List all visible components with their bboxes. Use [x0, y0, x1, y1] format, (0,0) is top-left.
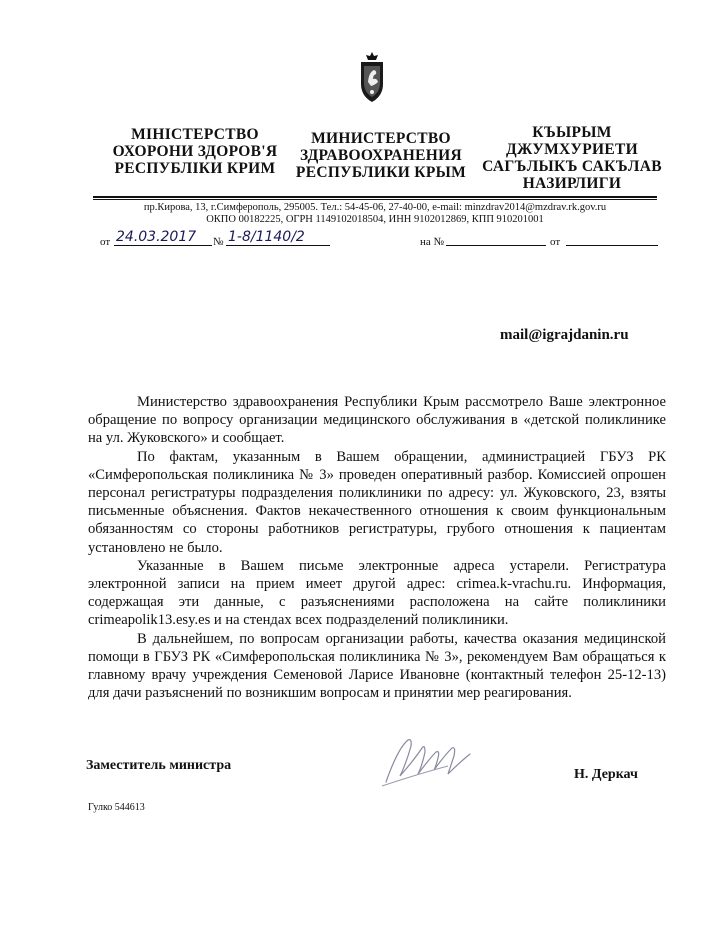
ref-number-field — [446, 231, 546, 246]
body-paragraph: В дальнейшем, по вопросам организации работы, качества оказания медицинской помощи в ГБУЗ РК «Симферопольская поликлиника № 3», рекомендуем Вам обращаться к главному врачу учреждения Семеновой Ларисе Ивановне (контактный телефон 25-12-13) для дачи разъяснений по возникшим вопросам и принятии мер реагирования. — [88, 630, 666, 702]
header-divider-thin — [93, 199, 657, 200]
handwritten-signature — [378, 730, 478, 790]
header-crh-title: КЪЫРЫМ ДЖУМХУРИЕТИ САГЪЛЫКЪ САКЪЛАВ НАЗИРЛИГИ — [482, 124, 662, 192]
ref-date-label: от — [550, 236, 561, 248]
number-handwritten: 1-8/1140/2 — [228, 229, 305, 245]
signatory-name: Н. Деркач — [574, 767, 638, 782]
registry-codes-line: ОКПО 00182225, ОГРН 1149102018504, ИНН 9102012869, КПП 910201001 — [206, 214, 544, 225]
header-ua-title: МІНІСТЕРСТВО ОХОРОНИ ЗДОРОВ'Я РЕСПУБЛІКИ КРИМ — [112, 126, 278, 177]
body-paragraph: Указанные в Вашем письме электронные адреса устарели. Регистратура электронной записи на прием имеет другой адрес: crimea.k-vrachu.ru. Информация, содержащая эти данные, с разъяснениями расположена на сайте поликлиники crimeapolik13.esy.es и на стендах всех подразделений поликлиники. — [88, 557, 666, 629]
registration-row — [100, 231, 660, 253]
number-label: № — [213, 236, 224, 248]
address-line: пр.Кирова, 13, г.Симферополь, 295005. Тел.: 54-45-06, 27-40-00, e-mail: minzdrav2014@mzdrav.rk.gov.ru — [143, 202, 607, 213]
from-label: от — [100, 236, 111, 248]
body-paragraph: По фактам, указанным в Вашем обращении, администрацией ГБУЗ РК «Симферопольская поликлиника № 3» проведен оперативный разбор. Комиссией опрошен персонал регистратуры подразделения поликлиники по адресу: ул. Жуковского, 23, взяты письменные объяснения. Фактов некачественного отношения к своим функциональным обязанностям со стороны работников регистратуры, грубого отношения к пациентам установлено не было. — [88, 448, 666, 556]
body-paragraph: Министерство здравоохранения Республики Крым рассмотрело Ваше электронное обращение по вопросу организации медицинского обслуживания в «детской поликлинике на ул. Жуковского» и сообщает. — [88, 394, 666, 447]
header-divider — [93, 196, 657, 198]
header-ru-title: МИНИСТЕРСТВО ЗДРАВООХРАНЕНИЯ РЕСПУБЛИКИ КРЫМ — [295, 130, 467, 181]
ref-number-label: на № — [420, 236, 445, 248]
ref-date-field — [566, 231, 658, 246]
letter-body — [88, 393, 666, 702]
date-handwritten: 24.03.2017 — [116, 229, 197, 245]
recipient-email: mail@igrajdanin.ru — [500, 327, 629, 343]
signatory-position: Заместитель министра — [86, 758, 232, 773]
executor-note: Гулко 544613 — [88, 802, 145, 813]
crimea-coat-of-arms-icon — [358, 52, 386, 104]
